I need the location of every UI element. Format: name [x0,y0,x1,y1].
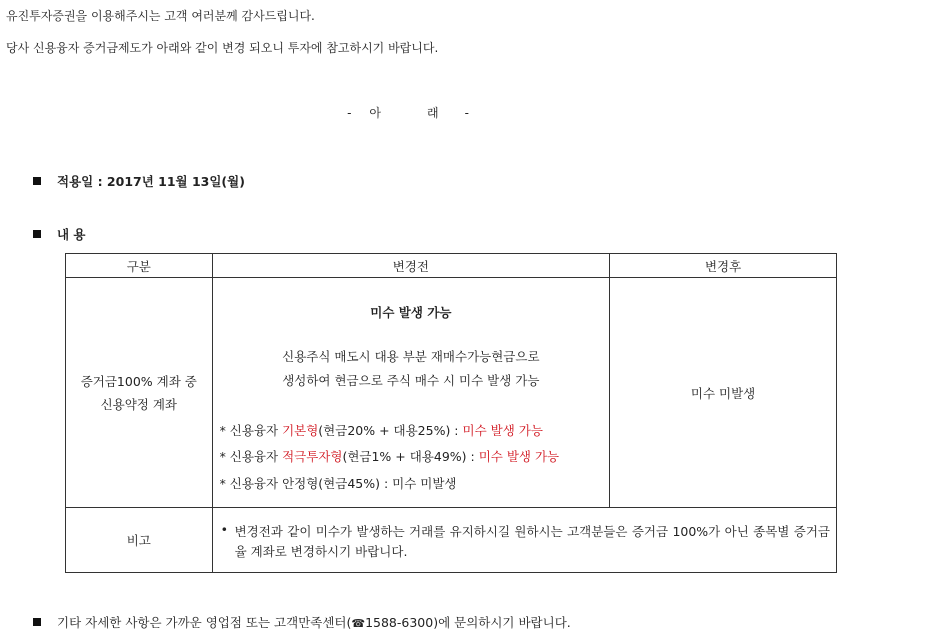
bullet-square-icon [33,230,41,238]
bullet-detail: (현금1% + 대용49%) : [342,449,479,464]
ahrae-a: 아 [369,106,381,120]
before-desc-line2: 생성하여 현금으로 주식 매수 시 미수 발생 가능 [282,373,540,388]
remark-category: 비고 [66,508,213,573]
category-line1: 증거금100% 계좌 중 [80,373,197,389]
dash-left: - [347,106,352,120]
bullet-type: 기본형 [282,423,319,438]
category-cell [66,278,213,508]
table-header-row [66,254,837,278]
bullet-stable [220,474,457,492]
footer-suffix: 1588-6300)에 문의하시기 바랍니다. [365,615,571,630]
bullet-aggressive [220,447,560,465]
contents-section [33,225,86,243]
before-title: 미수 발생 가능 [370,305,452,320]
header-before: 변경전 [212,254,610,278]
ahrae-rae: 래 [427,106,439,120]
bullet-result: 미수 미발생 [392,476,457,491]
header-category: 구분 [66,254,213,278]
bullet-basic [220,421,543,439]
bullet-square-icon [33,618,41,626]
bullet-result: 미수 발생 가능 [462,423,543,438]
remark-text: 변경전과 같이 미수가 발생하는 거래를 유지하시길 원하시는 고객분들은 증거금 100%가 아닌 종목별 증거금율 계좌로 변경하시기 바랍니다. [234,524,830,559]
header-after: 변경후 [610,254,837,278]
before-description [213,345,610,393]
change-table [65,253,837,573]
footer-prefix: 기타 자세한 사항은 가까운 영업점 또는 고객만족센터( [57,615,352,630]
effective-date-section [33,172,245,190]
footer-section [33,613,571,631]
dash-right: - [464,106,469,120]
effective-date: 적용일 : 2017년 11월 13일(월) [57,174,245,189]
bullet-prefix: * 신용융자 [219,449,283,464]
before-desc-line1: 신용주식 매도시 대용 부분 재매수가능현금으로 [282,349,540,364]
ahrae-heading [0,104,816,121]
phone-icon: ☎ [351,617,366,630]
bullet-detail: (현금45%) : [318,476,393,491]
contents-label: 내 용 [57,227,86,242]
category-line2: 신용약정 계좌 [100,396,177,412]
bullet-result: 미수 발생 가능 [478,449,560,464]
before-cell [212,278,610,508]
bullet-square-icon [33,177,41,185]
intro-greeting: 유진투자증권을 이용해주시는 고객 여러분께 감사드립니다. [6,9,315,23]
table-row [66,278,837,508]
intro-notice: 당사 신용융자 증거금제도가 아래와 같이 변경 되오니 투자에 참고하시기 바랍니다. [6,41,439,55]
bullet-prefix: * 신용융자 [219,476,283,491]
bullet-type: 안정형 [282,476,319,491]
bullet-detail: (현금20% + 대용25%) : [318,423,463,438]
table-row [66,508,837,573]
remark-cell [212,508,836,573]
remark-bullet: • [220,522,228,537]
after-cell: 미수 미발생 [610,278,837,508]
bullet-prefix: * 신용융자 [219,423,283,438]
bullet-type: 적극투자형 [282,449,343,464]
